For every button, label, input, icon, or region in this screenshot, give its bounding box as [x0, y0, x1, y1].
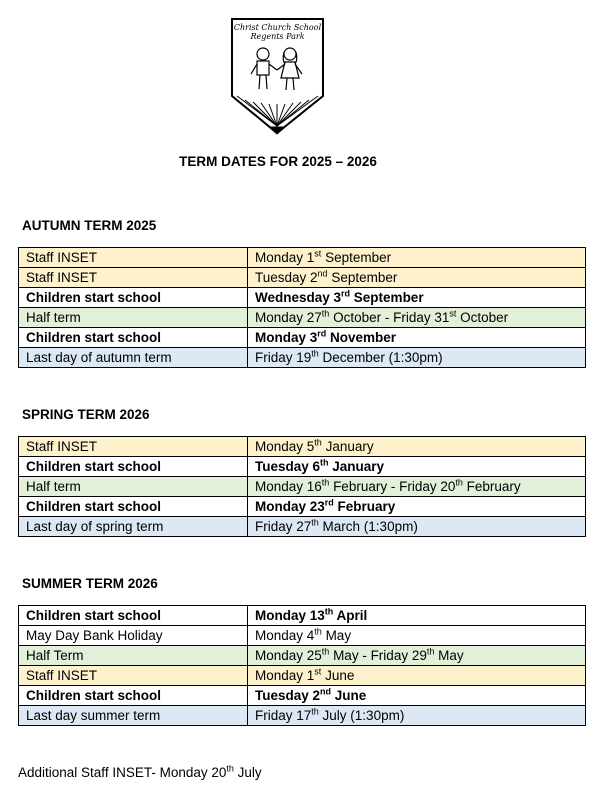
date-cell [248, 606, 586, 626]
date-text: January [321, 439, 374, 454]
date-text: Monday 25 [255, 648, 322, 663]
date-text: Monday 1 [255, 668, 315, 683]
date-text: Monday 27 [255, 310, 322, 325]
table-row [19, 626, 586, 646]
date-text: December (1:30pm) [318, 350, 443, 365]
date-text: Friday 27 [255, 519, 312, 534]
event-cell: May Day Bank Holiday [19, 626, 248, 646]
date-text: September [321, 250, 392, 265]
table-row [19, 268, 586, 288]
event-cell: Staff INSET [19, 268, 248, 288]
date-suffix: th [321, 308, 330, 319]
logo-text-line1: Christ Church School [233, 23, 322, 32]
event-cell: Last day summer term [19, 706, 248, 726]
event-cell: Staff INSET [19, 248, 248, 268]
date-text: May [321, 628, 352, 643]
date-cell [248, 626, 586, 646]
date-text: November [326, 330, 397, 345]
date-suffix: th [324, 606, 334, 617]
date-cell [248, 517, 586, 537]
date-suffix: th [426, 646, 435, 657]
date-cell [248, 666, 586, 686]
date-text: September [327, 270, 398, 285]
footer-text-end: July [233, 765, 262, 780]
section-title-autumn: AUTUMN TERM 2025 [22, 218, 157, 233]
date-suffix: th [321, 477, 330, 488]
event-cell: Half term [19, 308, 248, 328]
table-row [19, 686, 586, 706]
date-cell [248, 288, 586, 308]
summer-term-table [18, 605, 586, 726]
date-text: October [456, 310, 509, 325]
table-row [19, 517, 586, 537]
table-row [19, 646, 586, 666]
date-text: Monday 3 [255, 330, 318, 345]
date-suffix: th [455, 477, 463, 488]
event-cell: Children start school [19, 288, 248, 308]
school-logo [229, 16, 326, 136]
date-cell [248, 646, 586, 666]
date-text: January [328, 459, 385, 474]
date-text: February [462, 479, 521, 494]
event-cell: Children start school [19, 457, 248, 477]
date-cell [248, 328, 586, 348]
date-suffix: th [314, 626, 322, 637]
date-text: Monday 23 [255, 499, 325, 514]
additional-inset-note [18, 765, 262, 780]
date-cell [248, 348, 586, 368]
date-text: July (1:30pm) [318, 708, 405, 723]
table-row [19, 348, 586, 368]
date-suffix: nd [317, 268, 328, 279]
date-text: April [333, 608, 368, 623]
page-title: TERM DATES FOR 2025 – 2026 [179, 154, 377, 169]
section-title-summer: SUMMER TERM 2026 [22, 576, 158, 591]
date-text: Tuesday 6 [255, 459, 321, 474]
event-cell: Half term [19, 477, 248, 497]
table-row [19, 248, 586, 268]
date-text: Friday 17 [255, 708, 312, 723]
date-text: May [434, 648, 464, 663]
date-suffix: th [321, 646, 330, 657]
date-text: Tuesday 2 [255, 270, 318, 285]
date-suffix: th [320, 457, 329, 468]
date-text: September [350, 290, 424, 305]
date-cell [248, 457, 586, 477]
date-suffix: nd [320, 686, 332, 697]
date-suffix: st [314, 666, 322, 677]
section-title-spring: SPRING TERM 2026 [22, 407, 150, 422]
date-cell [248, 437, 586, 457]
date-cell [248, 706, 586, 726]
date-cell [248, 477, 586, 497]
event-cell: Children start school [19, 328, 248, 348]
footer-suffix: th [226, 763, 234, 774]
table-row [19, 437, 586, 457]
date-text: Wednesday 3 [255, 290, 342, 305]
date-text: June [331, 688, 367, 703]
date-suffix: th [311, 348, 319, 359]
date-cell [248, 497, 586, 517]
date-suffix: st [449, 308, 457, 319]
date-text: Monday 13 [255, 608, 325, 623]
date-cell [248, 248, 586, 268]
date-text: Monday 5 [255, 439, 315, 454]
date-suffix: th [311, 517, 319, 528]
date-suffix: st [314, 248, 322, 259]
date-text: June [321, 668, 355, 683]
footer-text: Additional Staff INSET- Monday 20 [18, 765, 227, 780]
table-row [19, 706, 586, 726]
date-text: March (1:30pm) [318, 519, 418, 534]
date-cell [248, 268, 586, 288]
date-suffix: th [314, 437, 322, 448]
date-cell [248, 686, 586, 706]
date-text: February - Friday 20 [329, 479, 456, 494]
event-cell: Last day of spring term [19, 517, 248, 537]
date-suffix: th [311, 706, 319, 717]
table-row [19, 477, 586, 497]
date-text: February [333, 499, 396, 514]
date-text: October - Friday 31 [329, 310, 450, 325]
autumn-term-table [18, 247, 586, 368]
date-text: Friday 19 [255, 350, 312, 365]
table-row [19, 328, 586, 348]
date-text: Tuesday 2 [255, 688, 321, 703]
date-text: Monday 1 [255, 250, 315, 265]
table-row [19, 457, 586, 477]
date-suffix: rd [317, 328, 327, 339]
event-cell: Children start school [19, 606, 248, 626]
event-cell: Staff INSET [19, 437, 248, 457]
date-text: Monday 4 [255, 628, 315, 643]
event-cell: Last day of autumn term [19, 348, 248, 368]
date-suffix: rd [324, 497, 334, 508]
event-cell: Staff INSET [19, 666, 248, 686]
table-row [19, 606, 586, 626]
spring-term-table [18, 436, 586, 537]
logo-text-line2: Regents Park [250, 32, 305, 41]
date-cell [248, 308, 586, 328]
table-row [19, 308, 586, 328]
date-text: Monday 16 [255, 479, 322, 494]
date-suffix: rd [341, 288, 351, 299]
event-cell: Children start school [19, 497, 248, 517]
event-cell: Children start school [19, 686, 248, 706]
table-row [19, 288, 586, 308]
event-cell: Half Term [19, 646, 248, 666]
table-row [19, 666, 586, 686]
table-row [19, 497, 586, 517]
date-text: May - Friday 29 [329, 648, 427, 663]
